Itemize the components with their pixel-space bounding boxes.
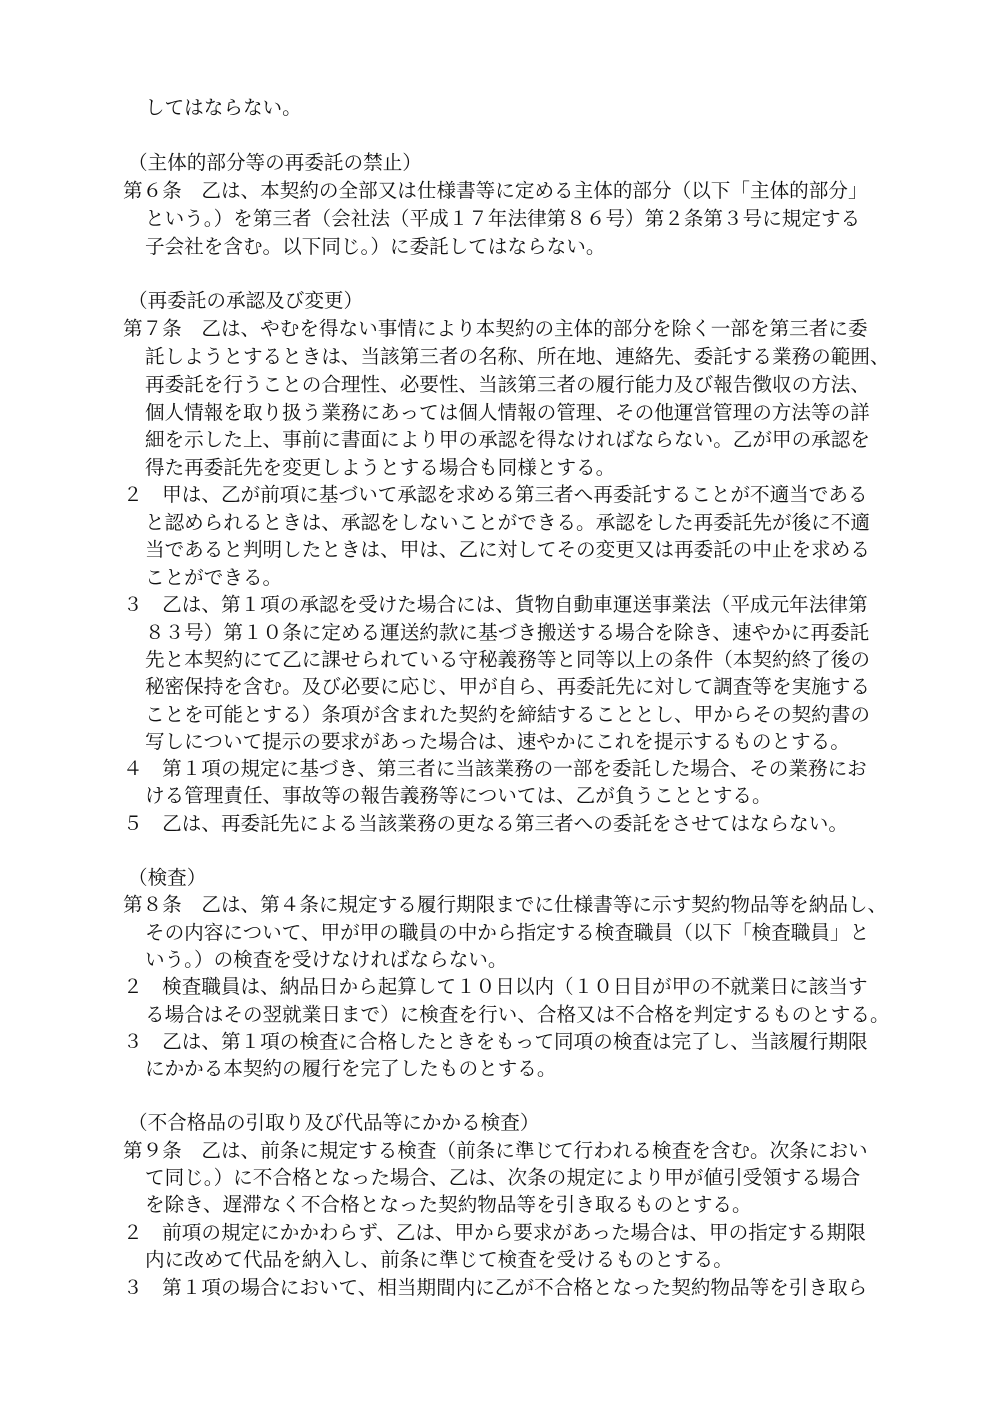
text-line: ３ 第１項の場合において、相当期間内に乙が不合格となった契約物品等を引き取ら [123, 1276, 868, 1299]
text-line: その内容について、甲が甲の職員の中から指定する検査職員（以下「検査職員」と [145, 921, 870, 944]
text-line: ４ 第１項の規定に基づき、第三者に当該業務の一部を委託した場合、その業務にお [123, 757, 867, 780]
text-line: 内に改めて代品を納入し、前条に準じて検査を受けるものとする。 [145, 1248, 733, 1271]
text-line: ことを可能とする）条項が含まれた契約を締結することとし、甲からその契約書の [145, 703, 870, 726]
section-heading: （主体的部分等の再委託の禁止） [128, 151, 422, 174]
text-line: る場合はその翌就業日まで）に検査を行い、合格又は不合格を判定するものとする。 [145, 1003, 890, 1026]
text-line: 個人情報を取り扱う業務にあっては個人情報の管理、その他運営管理の方法等の詳 [145, 401, 870, 424]
text-line: という。）を第三者（会社法（平成１７年法律第８６号）第２条第３号に規定する [145, 207, 861, 230]
text-line: を除き、遅滞なく不合格となった契約物品等を引き取るものとする。 [145, 1193, 752, 1216]
text-line: にかかる本契約の履行を完了したものとする。 [145, 1057, 557, 1080]
text-line: ３ 乙は、第１項の承認を受けた場合には、貨物自動車運送事業法（平成元年法律第 [123, 593, 868, 616]
text-line: ５ 乙は、再委託先による当該業務の更なる第三者への委託をさせてはならない。 [123, 812, 848, 835]
text-line: してはならない。 [145, 96, 302, 119]
text-line: いう。）の検査を受けなければならない。 [145, 948, 508, 971]
text-line: ２ 検査職員は、納品日から起算して１０日以内（１０日目が甲の不就業日に該当す [123, 975, 868, 998]
text-line: 第８条 乙は、第４条に規定する履行期限までに仕様書等に示す契約物品等を納品し、 [123, 893, 888, 916]
text-line: 再委託を行うことの合理性、必要性、当該第三者の履行能力及び報告徴収の方法、 [145, 373, 870, 396]
text-line: 当であると判明したときは、甲は、乙に対してその変更又は再委託の中止を求める [145, 538, 870, 561]
text-line: 秘密保持を含む。及び必要に応じ、甲が自ら、再委託先に対して調査等を実施する [145, 675, 870, 698]
text-line: 第６条 乙は、本契約の全部又は仕様書等に定める主体的部分（以下「主体的部分」 [123, 179, 868, 202]
text-line: 第７条 乙は、やむを得ない事情により本契約の主体的部分を除く一部を第三者に委 [123, 317, 868, 340]
text-line: ことができる。 [145, 566, 283, 589]
text-line: と認められるときは、承認をしないことができる。承認をした再委託先が後に不適 [145, 511, 870, 534]
section-heading: （再委託の承認及び変更） [128, 289, 364, 312]
text-line: ８３号）第１０条に定める運送約款に基づき搬送する場合を除き、速やかに再委託 [145, 621, 870, 644]
text-line: て同じ。）に不合格となった場合、乙は、次条の規定により甲が値引受領する場合 [145, 1166, 861, 1189]
text-line: ２ 甲は、乙が前項に基づいて承認を求める第三者へ再委託することが不適当である [123, 483, 868, 506]
text-line: 細を示した上、事前に書面により甲の承認を得なければならない。乙が甲の承認を [145, 428, 870, 451]
text-line: ける管理責任、事故等の報告義務等については、乙が負うこととする。 [145, 784, 772, 807]
section-heading: （検査） [128, 866, 207, 889]
text-line: ３ 乙は、第１項の検査に合格したときをもって同項の検査は完了し、当該履行期限 [123, 1030, 868, 1053]
section-heading: （不合格品の引取り及び代品等にかかる検査） [128, 1111, 540, 1134]
text-line: 得た再委託先を変更しようとする場合も同様とする。 [145, 456, 616, 479]
text-line: 写しについて提示の要求があった場合は、速やかにこれを提示するものとする。 [145, 730, 850, 753]
text-line: ２ 前項の規定にかかわらず、乙は、甲から要求があった場合は、甲の指定する期限 [123, 1221, 866, 1244]
text-line: 第９条 乙は、前条に規定する検査（前条に準じて行われる検査を含む。次条におい [123, 1139, 868, 1162]
text-line: 託しようとするときは、当該第三者の名称、所在地、連絡先、委託する業務の範囲、 [145, 345, 890, 368]
text-line: 先と本契約にて乙に課せられている守秘義務等と同等以上の条件（本契約終了後の [145, 648, 870, 671]
text-line: 子会社を含む。以下同じ。）に委託してはならない。 [145, 235, 606, 258]
